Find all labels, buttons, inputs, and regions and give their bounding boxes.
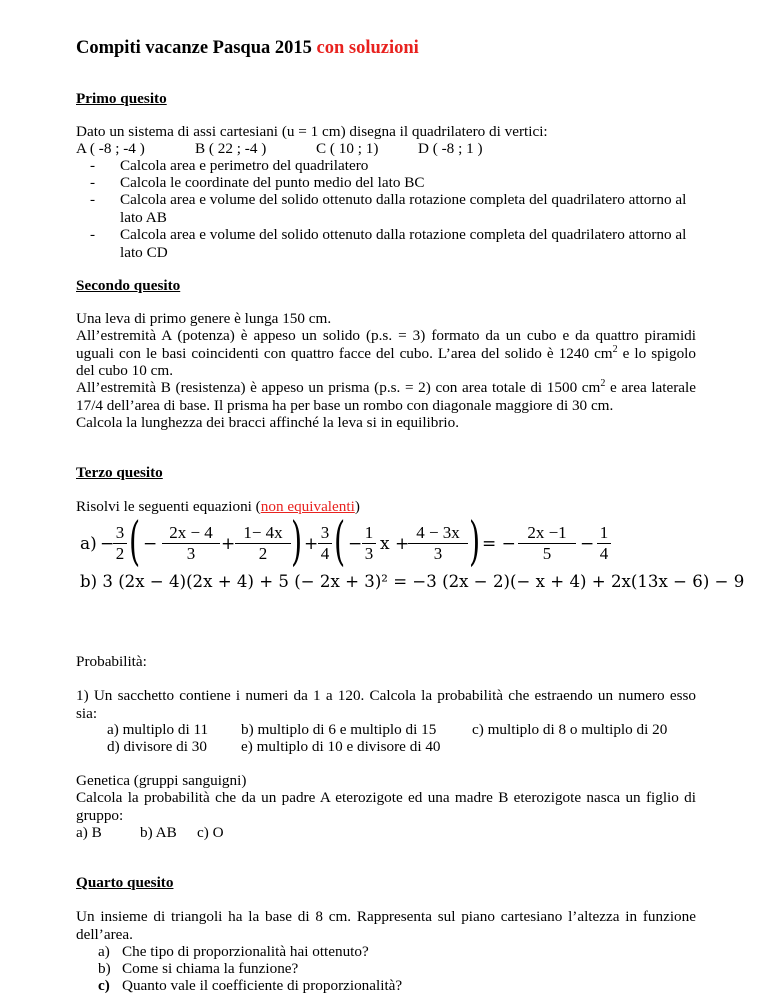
heading-terzo-quesito: Terzo quesito <box>76 464 163 481</box>
prob-opt-b: b) multiplo di 6 e multiplo di 15 <box>241 721 437 738</box>
genetics-opt-c: c) O <box>197 824 224 841</box>
vertex-c: C ( 10 ; 1) <box>316 140 379 157</box>
q2-line-1: Una leva di primo genere è lunga 150 cm. <box>76 310 332 327</box>
prob-q1: 1) Un sacchetto contiene i numeri da 1 a 120. Calcola la probabilità che estraendo un numero esso sia: <box>76 687 696 722</box>
genetics-opt-b: b) AB <box>140 824 177 841</box>
q4-item-label: c) <box>98 977 110 994</box>
q4-item-label: a) <box>98 943 110 960</box>
prob-opt-e: e) multiplo di 10 e divisore di 40 <box>241 738 441 755</box>
q4-intro: Un insieme di triangoli ha la base di 8 cm. Rappresenta sul piano cartesiano l’altezza in funzione dell’area. <box>76 908 696 943</box>
heading-quarto-quesito: Quarto quesito <box>76 874 174 891</box>
vertex-b: B ( 22 ; -4 ) <box>195 140 267 157</box>
equation-b: b) 3 (2x − 4)(2x + 4) + 5 (− 2x + 3)² = −3 (2x − 2)(− x + 4) + 2x(13x − 6) − 9 <box>80 572 745 591</box>
title-accent: con soluzioni <box>316 38 419 58</box>
title-main: Compiti vacanze Pasqua 2015 <box>76 38 317 58</box>
prob-opt-d: d) divisore di 30 <box>107 738 207 755</box>
heading-secondo-quesito: Secondo quesito <box>76 277 181 294</box>
prob-opt-a: a) multiplo di 11 <box>107 721 209 738</box>
q4-item-label: b) <box>98 960 111 977</box>
q4-item-text: Come si chiama la funzione? <box>122 960 299 977</box>
q2-line-4: Calcola la lunghezza dei bracci affinché la leva si in equilibrio. <box>76 414 460 431</box>
q1-intro: Dato un sistema di assi cartesiani (u = 1 cm) disegna il quadrilatero di vertici: <box>76 123 548 140</box>
q2-line-3: All’estremità B (resistenza) è appeso un prisma (p.s. = 2) con area totale di 1500 $cm^2$ e area laterale 17/4 dell’area di base. Il prisma ha per base un rombo con diagonale maggiore di 30 cm. <box>76 378 697 414</box>
q4-item-text: Che tipo di proporzionalità hai ottenuto? <box>122 943 369 960</box>
genetics-text: Calcola la probabilità che da un padre A eterozigote ed una madre B eterozigote nasca un figlio di gruppo: <box>76 789 696 824</box>
heading-probabilita: Probabilità: <box>76 653 147 670</box>
q2-line-2: All’estremità A (potenza) è appeso un solido (p.s. = 3) formato da un cubo e da quattro piramidi uguali con le basi coincidenti con quattro facce del cubo. L’area del solido è 1240 $cm^2$ e lo spigolo del cubo 10 cm. <box>76 327 696 379</box>
prob-opt-c: c) multiplo di 8 o multiplo di 20 <box>472 721 668 738</box>
genetics-title: Genetica (gruppi sanguigni) <box>76 772 247 789</box>
q3-intro: Risolvi le seguenti equazioni (non equivalenti) <box>76 498 360 515</box>
q4-item-text: Quanto vale il coefficiente di proporzionalità? <box>122 977 403 994</box>
genetics-opt-a: a) B <box>76 824 102 841</box>
page-title <box>76 38 419 59</box>
heading-primo-quesito: Primo quesito <box>76 90 167 107</box>
vertex-d: D ( -8 ; 1 ) <box>418 140 483 157</box>
vertex-a: A ( -8 ; -4 ) <box>76 140 145 157</box>
